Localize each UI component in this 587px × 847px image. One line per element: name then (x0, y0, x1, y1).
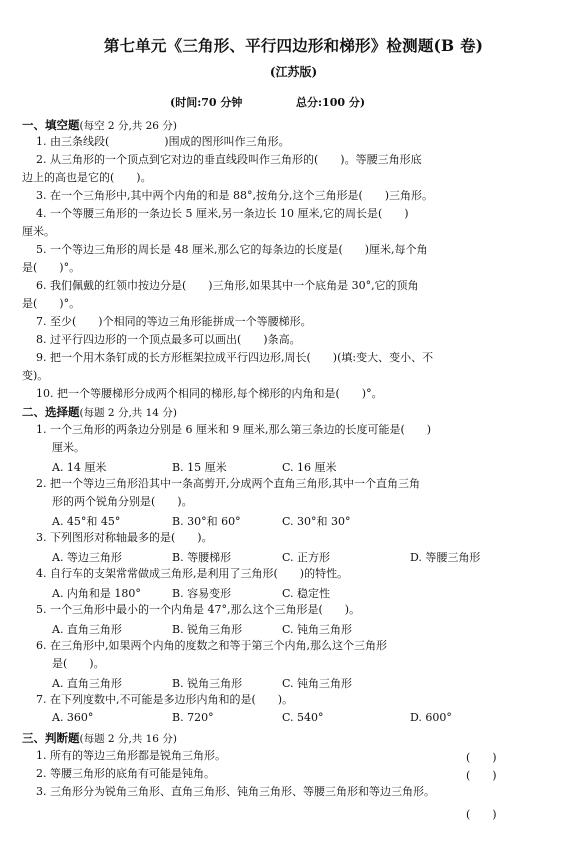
fill-question: 10. 把一个等腰梯形分成两个相同的梯形,每个梯形的内角和是( )°。 (36, 387, 383, 400)
fill-question: 5. 一个等边三角形的周长是 48 厘米,那么它的每条边的长度是( )厘米,每个角 (36, 243, 428, 256)
choice-question: 6. 在三角形中,如果两个内角的度数之和等于第三个内角,那么这个三角形 (36, 639, 387, 652)
fill-question: 8. 过平行四边形的一个顶点最多可以画出( )条高。 (36, 333, 301, 346)
choice-question: 5. 一个三角形中最小的一个内角是 47°,那么这个三角形是( )。 (36, 603, 361, 616)
judge-question: 2. 等腰三角形的底角有可能是钝角。 (36, 767, 215, 780)
judge-question: 3. 三角形分为锐角三角形、直角三角形、钝角三角形、等腰三角形和等边三角形。 (36, 785, 435, 798)
choice-question: 2. 把一个等边三角形沿其中一条高剪开,分成两个直角三角形,其中一个直角三角 (36, 477, 420, 490)
fill-question-cont: 变)。 (22, 369, 49, 382)
exam-title: 第七单元《三角形、平行四边形和梯形》检测题(B 卷) (103, 36, 484, 55)
choice-option: A. 360° (52, 711, 94, 724)
answer-blank[interactable]: ( ) (466, 769, 497, 782)
choice-option: B. 容易变形 (172, 587, 232, 600)
total-score: 总分:100 分) (296, 96, 366, 109)
fill-question-cont: 是( )°。 (22, 261, 81, 274)
section-heading (22, 405, 587, 420)
choice-option: D. 600° (410, 711, 452, 724)
time-limit: (时间:70 分钟 (170, 96, 243, 109)
choice-option: A. 等边三角形 (52, 551, 122, 564)
section-note: (每空 2 分,共 26 分) (79, 120, 177, 132)
choice-question: 1. 一个三角形的两条边分别是 6 厘米和 9 厘米,那么第三条边的长度可能是( ) (36, 423, 432, 436)
choice-option: A. 内角和是 180° (52, 587, 141, 600)
choice-option: C. 钝角三角形 (282, 623, 353, 636)
choice-option: C. 30°和 30° (282, 515, 351, 528)
fill-question: 7. 至少( )个相同的等边三角形能拼成一个等腰梯形。 (36, 315, 312, 328)
edition-label: (江苏版) (269, 65, 318, 79)
choice-option: B. 720° (172, 711, 214, 724)
section-heading (22, 118, 587, 133)
fill-question: 2. 从三角形的一个顶点到它对边的垂直线段叫作三角形的( )。等腰三角形底 (36, 153, 422, 166)
choice-question: 4. 自行车的支架常常做成三角形,是利用了三角形( )的特性。 (36, 567, 349, 580)
fill-question: 4. 一个等腰三角形的一条边长 5 厘米,另一条边长 10 厘米,它的周长是( ) (36, 207, 409, 220)
choice-option: A. 直角三角形 (52, 677, 122, 690)
answer-blank[interactable]: ( ) (466, 808, 497, 821)
choice-option: A. 45°和 45° (52, 515, 121, 528)
fill-question-cont: 厘米。 (22, 225, 55, 238)
choice-question-cont: 形的两个锐角分别是( )。 (52, 495, 193, 508)
choice-option: C. 稳定性 (282, 587, 331, 600)
section-title: 二、选择题 (22, 405, 80, 419)
section-heading (22, 731, 587, 746)
choice-question-cont: 是( )。 (52, 657, 105, 670)
choice-option: B. 锐角三角形 (172, 677, 243, 690)
choice-question: 7. 在下列度数中,不可能是多边形内角和的是( )。 (36, 693, 294, 706)
choice-option: B. 30°和 60° (172, 515, 241, 528)
choice-question: 3. 下列图形对称轴最多的是( )。 (36, 531, 213, 544)
section-note: (每题 2 分,共 14 分) (79, 407, 177, 419)
choice-option: C. 16 厘米 (282, 461, 337, 474)
judge-question: 1. 所有的等边三角形都是锐角三角形。 (36, 749, 226, 762)
fill-question: 9. 把一个用木条钉成的长方形框架拉成平行四边形,周长( )(填:变大、变小、不 (36, 351, 434, 364)
choice-option: A. 14 厘米 (52, 461, 107, 474)
fill-question: 3. 在一个三角形中,其中两个内角的和是 88°,按角分,这个三角形是( )三角形。 (36, 189, 434, 202)
choice-option: C. 正方形 (282, 551, 331, 564)
fill-question-cont: 是( )°。 (22, 297, 81, 310)
answer-blank[interactable]: ( ) (466, 751, 497, 764)
section-title: 一、填空题 (22, 118, 80, 132)
choice-option: C. 钝角三角形 (282, 677, 353, 690)
choice-option: D. 等腰三角形 (410, 551, 481, 564)
choice-option: C. 540° (282, 711, 324, 724)
section-title: 三、判断题 (22, 731, 80, 745)
choice-question-cont: 厘米。 (52, 441, 85, 454)
fill-question: 6. 我们佩戴的红领巾按边分是( )三角形,如果其中一个底角是 30°,它的顶角 (36, 279, 419, 292)
section-note: (每题 2 分,共 16 分) (79, 733, 177, 745)
choice-option: A. 直角三角形 (52, 623, 122, 636)
choice-option: B. 等腰梯形 (172, 551, 232, 564)
fill-question: 1. 由三条线段( )围成的图形叫作三角形。 (36, 135, 290, 148)
choice-option: B. 15 厘米 (172, 461, 227, 474)
choice-option: B. 锐角三角形 (172, 623, 243, 636)
fill-question-cont: 边上的高也是它的( )。 (22, 171, 152, 184)
